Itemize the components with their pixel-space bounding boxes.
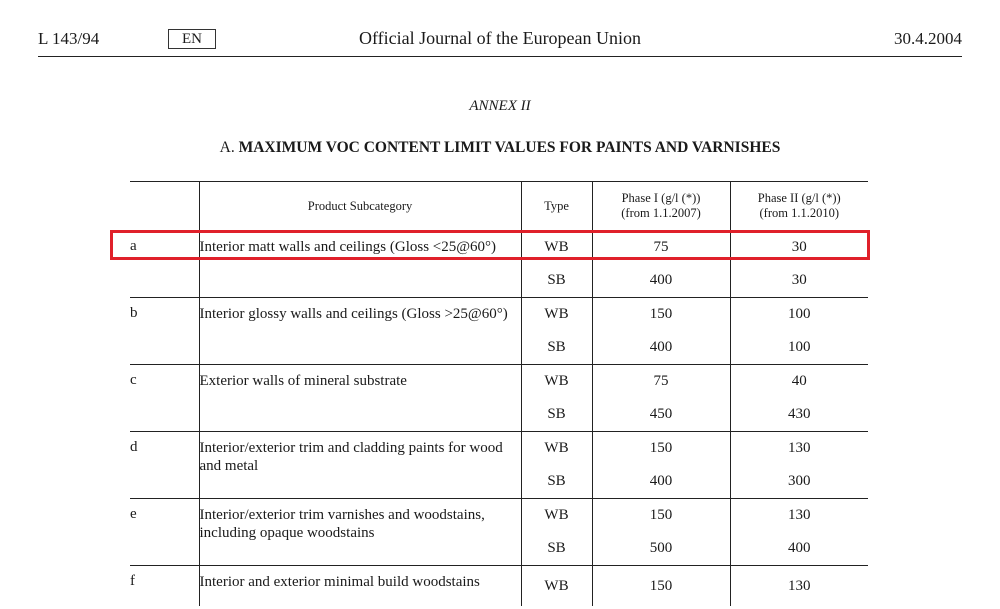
section-title [0,139,1000,157]
table-row [130,298,868,332]
table-row [130,566,868,607]
publication-date: 30.4.2004 [894,29,962,48]
row-type: WB [521,365,592,399]
row-phase2: 430 [730,398,868,432]
row-phase1: 150 [592,566,730,607]
row-phase1: 400 [592,465,730,499]
section-prefix: A. [219,139,235,156]
row-type: WB [521,499,592,533]
row-type: WB [521,432,592,466]
language-badge: EN [168,29,216,49]
row-phase2: 100 [730,331,868,365]
row-phase2: 30 [791,239,807,255]
header-phase1 [592,182,730,231]
table-row [130,499,868,533]
header-subcategory: Product Subcategory [199,182,521,231]
section-heading: MAXIMUM VOC CONTENT LIMIT VALUES FOR PAINTS AND VARNISHES [238,139,781,156]
row-letter: e [130,499,199,566]
row-phase1: 150 [592,499,730,533]
annex-label: ANNEX II [469,98,531,114]
table-header-row [130,182,868,231]
row-type: SB [521,398,592,432]
row-letter: b [130,298,199,365]
row-type: SB [521,264,592,298]
header-type: Type [521,182,592,231]
row-phase1: 75 [592,231,730,265]
row-phase2: 130 [788,507,811,523]
row-phase1: 400 [592,331,730,365]
row-type: SB [521,331,592,365]
header-phase2 [730,182,868,231]
row-letter: c [130,365,199,432]
row-phase1: 150 [592,298,730,332]
row-letter: a [130,231,199,298]
row-phase2: 300 [730,465,868,499]
journal-header [38,28,962,57]
table-row [130,432,868,466]
journal-title: Official Journal of the European Union [358,28,642,48]
header-letter [130,182,199,231]
row-subcategory: Interior/exterior trim varnishes and woodstains, including opaque woodstains [199,499,521,566]
row-subcategory: Interior glossy walls and ceilings (Gloss >25@60°) [199,298,521,365]
row-phase2: 30 [730,264,868,298]
row-type: WB [521,231,592,265]
row-phase1: 400 [592,264,730,298]
header-phase1-line2: (from 1.1.2007) [621,206,701,220]
row-phase2: 400 [730,532,868,566]
row-subcategory: Interior and exterior minimal build woodstains [199,566,521,607]
row-subcategory: Interior matt walls and ceilings (Gloss <25@60°) [199,231,521,298]
header-phase2-line1: Phase II (g/l (*)) [757,191,841,205]
row-phase1: 150 [592,432,730,466]
row-phase2: 130 [788,577,811,594]
table-row [130,365,868,399]
row-phase1: 75 [592,365,730,399]
row-type: WB [521,298,592,332]
page-reference: L 143/94 [38,29,100,48]
header-phase2-line2: (from 1.1.2010) [759,206,839,220]
row-phase1: 450 [592,398,730,432]
row-subcategory: Exterior walls of mineral substrate [199,365,521,432]
row-letter: d [130,432,199,499]
header-phase1-line1: Phase I (g/l (*)) [621,191,701,205]
row-phase1: 500 [592,532,730,566]
row-type: SB [521,465,592,499]
row-letter: f [130,566,199,607]
row-phase2: 130 [788,440,811,456]
row-type: SB [521,532,592,566]
row-subcategory: Interior/exterior trim and cladding paints for wood and metal [199,432,521,499]
row-type: WB [521,566,592,607]
row-phase2: 100 [788,306,811,322]
row-phase2: 40 [791,373,807,389]
highlight-box-row-a [110,230,870,260]
